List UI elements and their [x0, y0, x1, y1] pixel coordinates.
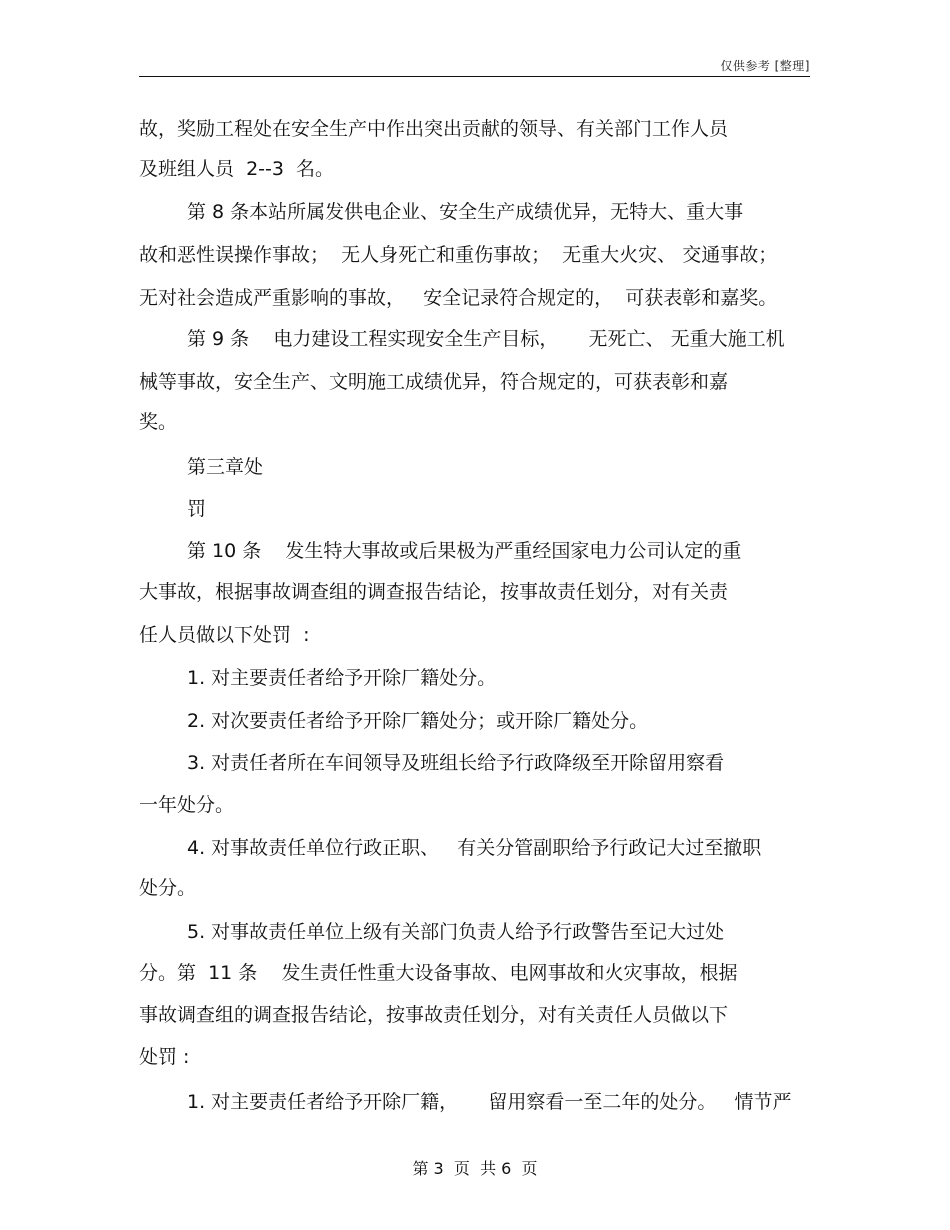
body-line: 第 8 条本站所属发供电企业、安全生产成绩优异，无特大、重大事 [187, 201, 744, 223]
body-line: 大事故，根据事故调查组的调查报告结论，按事故责任划分，对有关责 [139, 581, 729, 603]
body-line: 任人员做以下处罚 : [139, 624, 310, 646]
body-line: 奖。 [139, 411, 178, 433]
body-line: 分。第 11 条 发生责任性重大设备事故、电网事故和火灾事故，根据 [139, 962, 738, 984]
list-item: 1. 对主要责任者给予开除厂籍， 留用察看一至二年的处分。 情节严 [187, 1091, 792, 1113]
header-rule [139, 76, 810, 77]
list-item: 4. 对事故责任单位行政正职、 有关分管副职给予行政记大过至撤职 [187, 837, 762, 859]
chapter-heading: 第三章处 [187, 456, 264, 478]
body-line: 故和恶性误操作事故； 无人身死亡和重伤事故； 无重大火灾、 交通事故； [139, 244, 778, 266]
body-line: 故，奖励工程处在安全生产中作出突出贡献的领导、有关部门工作人员 [139, 118, 729, 140]
list-item: 1. 对主要责任者给予开除厂籍处分。 [187, 667, 497, 689]
chapter-heading: 罚 [187, 498, 207, 520]
body-line: 械等事故，安全生产、文明施工成绩优异，符合规定的，可获表彰和嘉 [139, 371, 729, 393]
list-item: 2. 对次要责任者给予开除厂籍处分；或开除厂籍处分。 [187, 710, 649, 732]
list-item: 5. 对事故责任单位上级有关部门负责人给予行政警告至记大过处 [187, 921, 725, 943]
list-item: 3. 对责任者所在车间领导及班组长给予行政降级至开除留用察看 [187, 752, 725, 774]
body-line: 第 9 条 电力建设工程实现安全生产目标， 无死亡、 无重大施工机 [187, 328, 785, 350]
body-line: 及班组人员 2--3 名。 [139, 158, 335, 180]
body-line: 处分。 [139, 877, 197, 899]
body-line: 事故调查组的调查报告结论，按事故责任划分，对有关责任人员做以下 [139, 1004, 729, 1026]
body-line: 处罚 : [139, 1046, 190, 1068]
page-number: 第 3 页 共 6 页 [412, 1159, 538, 1178]
body-line: 无对社会造成严重影响的事故， 安全记录符合规定的， 可获表彰和嘉奖。 [139, 287, 778, 309]
body-line: 一年处分。 [139, 794, 235, 816]
header-note: 仅供参考 [整理] [720, 59, 810, 73]
body-line: 第 10 条 发生特大事故或后果极为严重经国家电力公司认定的重 [187, 540, 742, 562]
